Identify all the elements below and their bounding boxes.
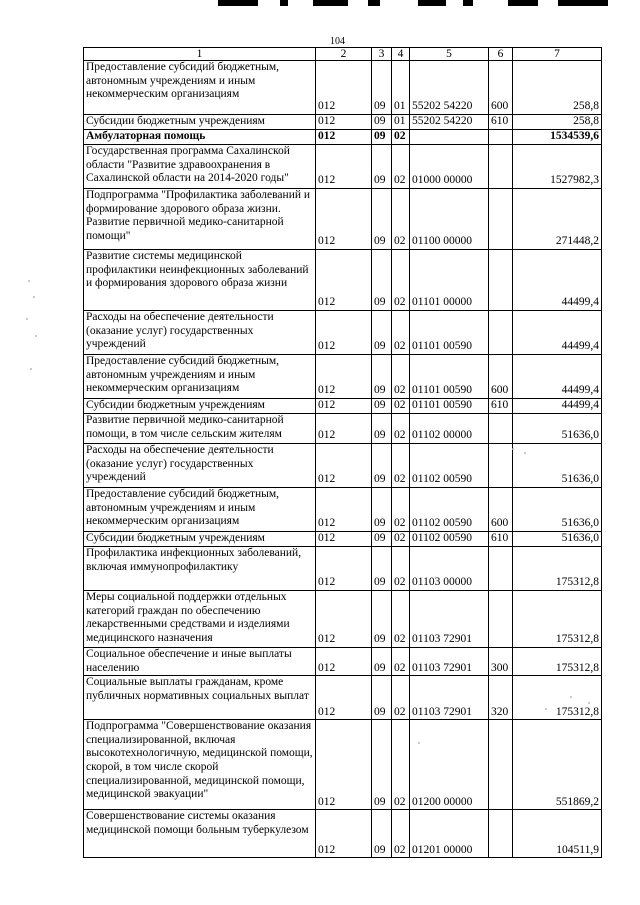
target-article-code: 01102 00590 [410,444,489,488]
section-code: 09 [372,130,392,145]
scan-speck [418,742,420,744]
ministry-code: 012 [316,355,372,399]
amount: 51636,0 [513,414,602,444]
item-name: Развитие первичной медико-санитарной помощи, в том числе сельским жителям [84,414,316,444]
amount: 175312,8 [513,676,602,720]
ministry-code: 012 [316,720,372,810]
expense-type-code: 610 [489,532,513,547]
page-number: 104 [330,36,345,47]
expense-type-code [489,810,513,858]
section-code: 09 [372,591,392,648]
column-header: 6 [489,48,513,61]
item-name: Социальные выплаты гражданам, кроме публичных нормативных социальных выплат [84,676,316,720]
subsection-code: 02 [392,130,410,145]
ministry-code: 012 [316,591,372,648]
target-article-code: 01201 00000 [410,810,489,858]
table-row [84,145,602,189]
item-name: Субсидии бюджетным учреждениям [84,399,316,414]
ministry-code: 012 [316,414,372,444]
item-name: Предоставление субсидий бюджетным, автономным учреждениям и иным некоммерческим организациям [84,488,316,532]
table-row [84,444,602,488]
section-code: 09 [372,61,392,115]
table-row [84,399,602,414]
section-code: 09 [372,547,392,591]
ministry-code: 012 [316,547,372,591]
table-row [84,676,602,720]
table-row [84,810,602,858]
target-article-code: 01103 72901 [410,676,489,720]
table-header-row [84,48,602,61]
section-code: 09 [372,488,392,532]
expense-type-code: 610 [489,115,513,130]
scan-speck [26,318,28,320]
table-row [84,250,602,311]
column-header: 5 [410,48,489,61]
item-name: Профилактика инфекционных заболеваний, включая иммунопрофилактику [84,547,316,591]
target-article-code: 01103 72901 [410,648,489,676]
item-name: Амбулаторная помощь [84,130,316,145]
item-name: Предоставление субсидий бюджетным, автономным учреждениям и иным некоммерческим организациям [84,61,316,115]
column-header: 2 [316,48,372,61]
amount: 175312,8 [513,547,602,591]
table-row [84,61,602,115]
table-row [84,648,602,676]
target-article-code: 01102 00590 [410,488,489,532]
ministry-code: 012 [316,311,372,355]
table-row [84,115,602,130]
amount: 51636,0 [513,532,602,547]
amount: 258,8 [513,115,602,130]
ministry-code: 012 [316,532,372,547]
expense-type-code [489,250,513,311]
target-article-code: 01103 72901 [410,591,489,648]
item-name: Предоставление субсидий бюджетным, автономным учреждениям и иным некоммерческим организациям [84,355,316,399]
item-name: Подпрограмма "Профилактика заболеваний и формирование здорового образа жизни. Развитие первичной медико-санитарной помощи" [84,189,316,250]
ministry-code: 012 [316,810,372,858]
target-article-code: 01101 00590 [410,355,489,399]
column-header: 4 [392,48,410,61]
item-name: Развитие системы медицинской профилактики неинфекционных заболеваний и формирования здорового образа жизни [84,250,316,311]
expense-type-code [489,189,513,250]
target-article-code: 55202 54220 [410,115,489,130]
table-row [84,189,602,250]
expense-type-code [489,130,513,145]
section-code: 09 [372,250,392,311]
expense-type-code [489,145,513,189]
expense-type-code [489,444,513,488]
amount: 1527982,3 [513,145,602,189]
ministry-code: 012 [316,250,372,311]
expense-type-code [489,720,513,810]
section-code: 09 [372,355,392,399]
column-header: 1 [84,48,316,61]
expense-type-code: 600 [489,488,513,532]
amount: 258,8 [513,61,602,115]
scan-speck [33,296,35,298]
column-header: 7 [513,48,602,61]
target-article-code: 01000 00000 [410,145,489,189]
section-code: 09 [372,648,392,676]
item-name: Меры социальной поддержки отдельных категорий граждан по обеспечению лекарственными средствами и изделиями медицинского назначения [84,591,316,648]
target-article-code: 01101 00000 [410,250,489,311]
target-article-code: 55202 54220 [410,61,489,115]
item-name: Субсидии бюджетным учреждениям [84,532,316,547]
table-row [84,591,602,648]
target-article-code: 01102 00590 [410,532,489,547]
column-header: 3 [372,48,392,61]
section-code: 09 [372,720,392,810]
scan-speck [30,368,32,370]
expense-type-code: 320 [489,676,513,720]
scan-speck [512,448,514,450]
expense-type-code [489,414,513,444]
subsection-code: 02 [392,810,410,858]
amount: 51636,0 [513,488,602,532]
subsection-code: 01 [392,61,410,115]
ministry-code: 012 [316,648,372,676]
amount: 271448,2 [513,189,602,250]
amount: 175312,8 [513,648,602,676]
ministry-code: 012 [316,130,372,145]
scan-speck [28,280,30,282]
scan-speck [570,696,572,698]
scan-speck [35,335,37,337]
item-name: Подпрограмма "Совершенствование оказания специализированной, включая высокотехнологичную, медицинской помощи, скорой, в том числе скорой специализированной, медицинской помощи, медицинской эвакуации" [84,720,316,810]
expense-type-code: 300 [489,648,513,676]
ministry-code: 012 [316,488,372,532]
section-code: 09 [372,810,392,858]
item-name: Расходы на обеспечение деятельности (оказание услуг) государственных учреждений [84,311,316,355]
ministry-code: 012 [316,676,372,720]
subsection-code: 02 [392,591,410,648]
section-code: 09 [372,189,392,250]
subsection-code: 02 [392,145,410,189]
subsection-code: 02 [392,414,410,444]
item-name: Субсидии бюджетным учреждениям [84,115,316,130]
item-name: Совершенствование системы оказания медицинской помощи больным туберкулезом [84,810,316,858]
scan-speck [545,708,547,710]
expense-type-code: 600 [489,355,513,399]
subsection-code: 02 [392,444,410,488]
subsection-code: 02 [392,648,410,676]
table-row [84,414,602,444]
target-article-code: 01102 00000 [410,414,489,444]
expense-type-code [489,591,513,648]
target-article-code: 01100 00000 [410,189,489,250]
amount: 551869,2 [513,720,602,810]
section-code: 09 [372,311,392,355]
amount: 44499,4 [513,250,602,311]
subsection-code: 02 [392,355,410,399]
table-row [84,355,602,399]
subsection-code: 02 [392,399,410,414]
section-code: 09 [372,444,392,488]
subsection-code: 02 [392,720,410,810]
section-code: 09 [372,115,392,130]
target-article-code: 01200 00000 [410,720,489,810]
table-row [84,720,602,810]
scan-speck [588,702,590,704]
expense-type-code: 610 [489,399,513,414]
amount: 51636,0 [513,444,602,488]
item-name: Расходы на обеспечение деятельности (оказание услуг) государственных учреждений [84,444,316,488]
section-code: 09 [372,532,392,547]
subsection-code: 02 [392,311,410,355]
expense-type-code [489,547,513,591]
table-row [84,130,602,145]
subsection-code: 02 [392,676,410,720]
amount: 44499,4 [513,399,602,414]
ministry-code: 012 [316,145,372,189]
target-article-code: 01101 00590 [410,399,489,414]
ministry-code: 012 [316,61,372,115]
subsection-code: 02 [392,250,410,311]
amount: 104511,9 [513,810,602,858]
scan-speck [524,452,526,454]
subsection-code: 01 [392,115,410,130]
item-name: Социальное обеспечение и иные выплаты населению [84,648,316,676]
scan-top-edge-marks [218,0,618,7]
amount: 44499,4 [513,311,602,355]
table-row [84,311,602,355]
table-row [84,547,602,591]
section-code: 09 [372,145,392,189]
subsection-code: 02 [392,488,410,532]
amount: 44499,4 [513,355,602,399]
expense-type-code [489,311,513,355]
amount: 175312,8 [513,591,602,648]
section-code: 09 [372,414,392,444]
section-code: 09 [372,676,392,720]
table-row [84,488,602,532]
ministry-code: 012 [316,189,372,250]
subsection-code: 02 [392,189,410,250]
target-article-code [410,130,489,145]
section-code: 09 [372,399,392,414]
ministry-code: 012 [316,399,372,414]
target-article-code: 01101 00590 [410,311,489,355]
target-article-code: 01103 00000 [410,547,489,591]
item-name: Государственная программа Сахалинской области "Развитие здравоохранения в Сахалинской области на 2014-2020 годы" [84,145,316,189]
ministry-code: 012 [316,444,372,488]
subsection-code: 02 [392,547,410,591]
ministry-code: 012 [316,115,372,130]
table-row [84,532,602,547]
expense-type-code: 600 [489,61,513,115]
subsection-code: 02 [392,532,410,547]
amount: 1534539,6 [513,130,602,145]
